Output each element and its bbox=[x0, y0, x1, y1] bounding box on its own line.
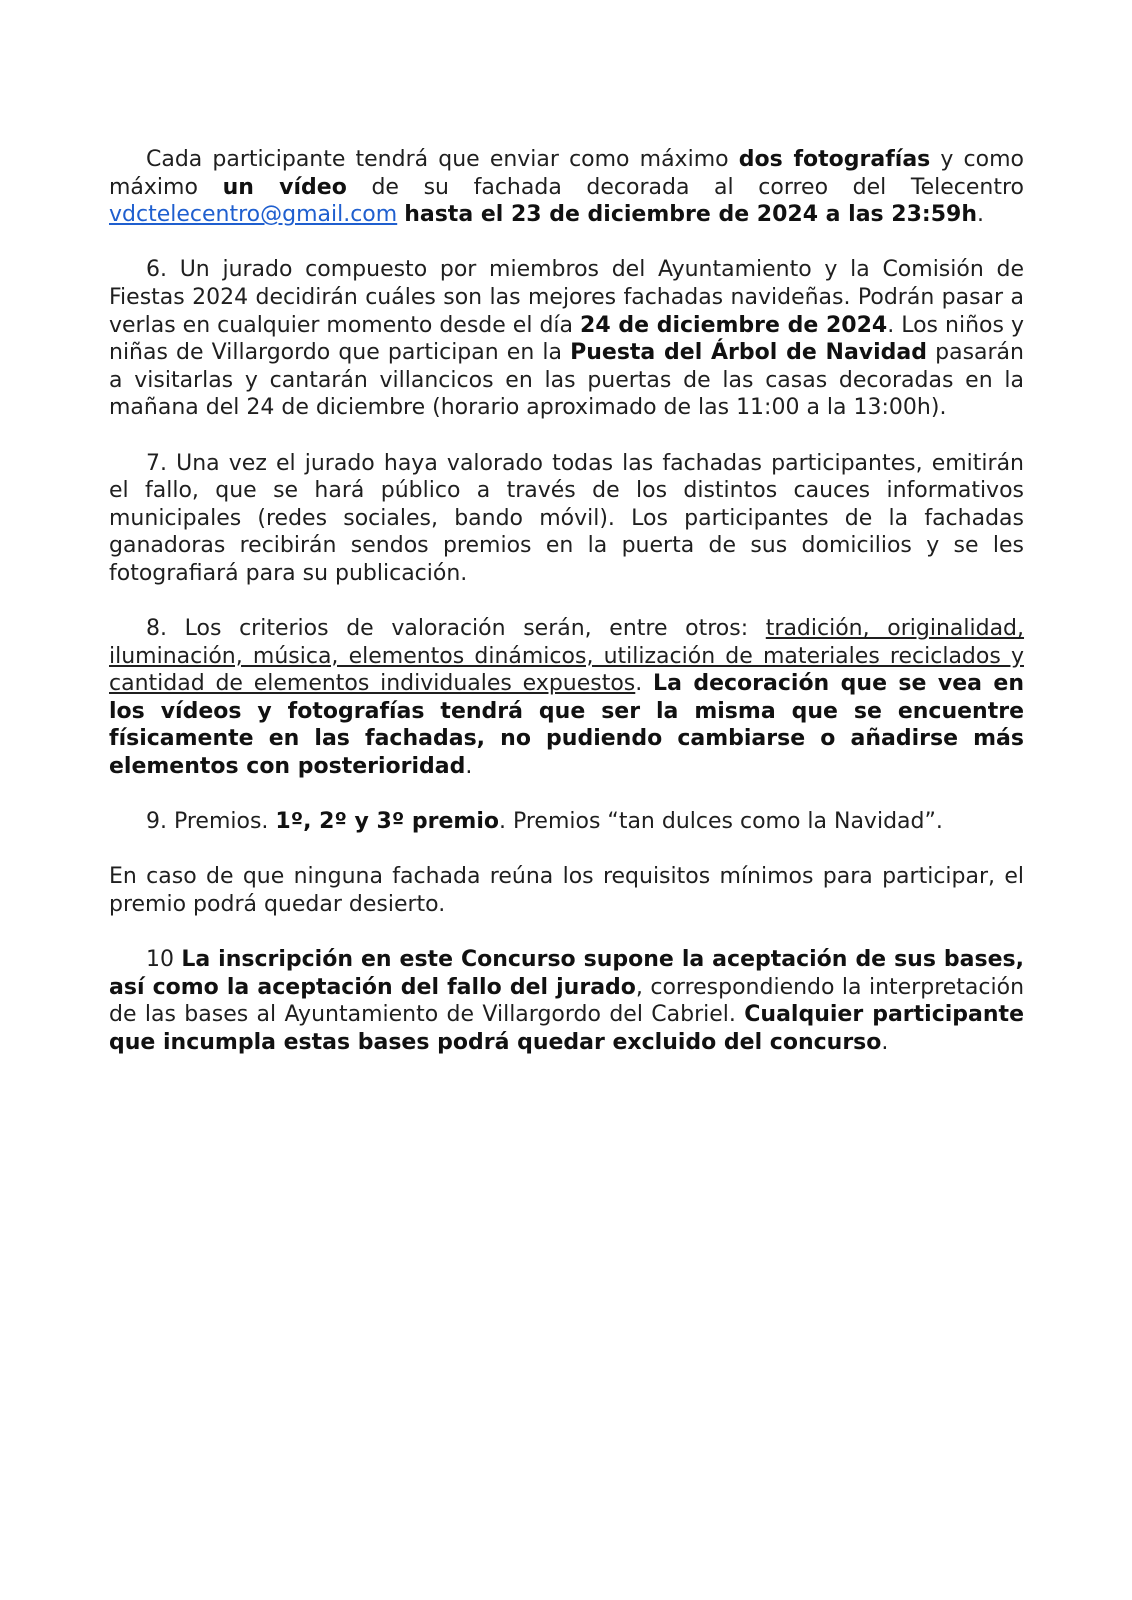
text-run: pasarán a visitarlas y cantarán villancicos en las puertas de las casas decoradas en la mañana del 24 de diciembre (horario aproximado de las 11:00 a la 13:00h). bbox=[109, 340, 1024, 421]
email-link[interactable]: vdctelecentro@gmail.com bbox=[109, 202, 398, 228]
underlined-criteria: tradición, originalidad, iluminación, música, elementos dinámicos, utilización de materiales reciclados y cantidad de elementos individuales expuestos bbox=[109, 616, 1025, 697]
text-run: . bbox=[465, 754, 473, 780]
bold-text: dos fotografías bbox=[738, 147, 931, 172]
bold-text: Cualquier participante que incumpla estas bases podrá quedar excluido del concurso bbox=[109, 1002, 1024, 1055]
text-run: . Premios “tan dulces como la Navidad”. bbox=[499, 809, 943, 835]
paragraph-rule-9 bbox=[109, 808, 1024, 836]
paragraph-rule-6 bbox=[109, 256, 1024, 422]
text-run: de su fachada decorada al correo del Telecentro bbox=[346, 174, 1024, 200]
bold-text: La inscripción en este Concurso supone la aceptación de sus bases, así como la aceptación del fallo del jurado bbox=[109, 947, 1024, 1000]
text-run: 6. Un jurado compuesto por miembros del Ayuntamiento y la Comisión de Fiestas 2024 decidirán cuáles son las mejores fachadas navideñas. Podrán pasar a verlas en cualquier momento desde el día bbox=[109, 257, 1024, 338]
text-run: 7. Una vez el jurado haya valorado todas las fachadas participantes, emitirán el fallo, que se hará público a través de los distintos cauces informativos municipales (redes sociales, bando móvil). Los participantes de la fachadas ganadoras recibirán sendos premios en la puerta de sus domicilios y se les fotografiará para su publicación. bbox=[109, 450, 1024, 586]
bold-text: La decoración que se vea en los vídeos y fotografías tendrá que ser la misma que se encuentre físicamente en las fachadas, no pudiendo cambiarse o añadirse más elementos con posterioridad bbox=[109, 671, 1024, 780]
text-run: 8. Los criterios de valoración serán, entre otros: bbox=[146, 616, 766, 642]
text-run: , correspondiendo la interpretación de las bases al Ayuntamiento de Villargordo del Cabriel. bbox=[109, 974, 1025, 1028]
text-run: . bbox=[881, 1030, 889, 1055]
bold-text: Puesta del Árbol de Navidad bbox=[570, 340, 928, 366]
text-run: . Los niños y niñas de Villargordo que participan en la bbox=[109, 312, 1024, 366]
paragraph-rule-8 bbox=[109, 615, 1024, 781]
text-run: . bbox=[977, 202, 984, 228]
bold-text: un vídeo bbox=[222, 174, 347, 200]
paragraph-desert-prize bbox=[109, 863, 1024, 918]
text-run: 10 bbox=[146, 947, 182, 973]
text-run: 9. Premios. bbox=[146, 809, 276, 835]
text-run: En caso de que ninguna fachada reúna los requisitos mínimos para participar, el premio podrá quedar desierto. bbox=[109, 864, 1024, 918]
paragraph-rule-7 bbox=[109, 450, 1024, 588]
bold-text: 1º, 2º y 3º premio bbox=[275, 809, 499, 835]
paragraph-rule-10 bbox=[109, 946, 1024, 1056]
deadline-bold-text: hasta el 23 de diciembre de 2024 a las 23:59h bbox=[404, 202, 977, 228]
text-run: Cada participante tendrá que enviar como máximo bbox=[146, 147, 739, 172]
text-run: . bbox=[635, 671, 654, 697]
bold-text: 24 de diciembre de 2024 bbox=[580, 312, 888, 338]
paragraph-submission bbox=[109, 146, 1024, 229]
text-run: y como máximo bbox=[109, 147, 1024, 200]
document-page bbox=[109, 146, 1024, 1084]
